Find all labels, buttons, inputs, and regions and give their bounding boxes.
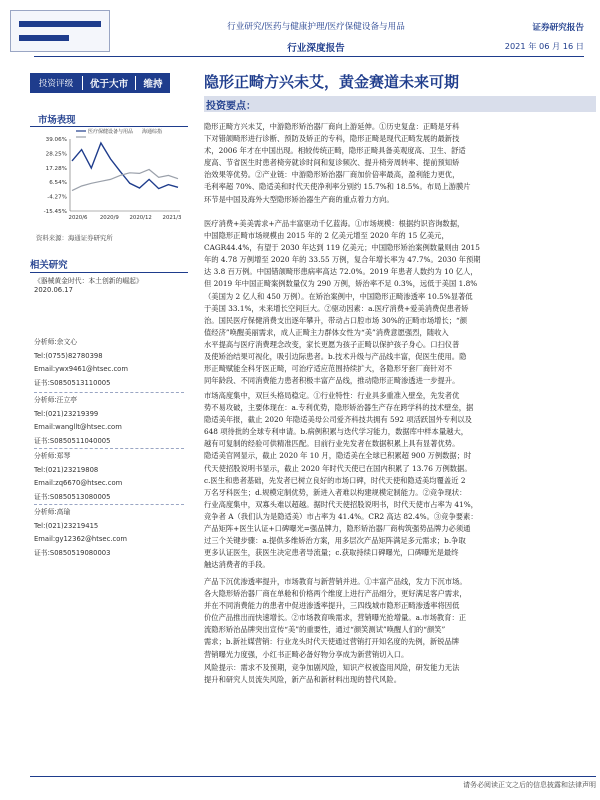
text-line: 及使矫治结果可视化，吸引边际患者。b.技术升级与产品线丰富，促医生使用。隐 <box>204 352 467 362</box>
text-line: 产品矩阵+医生认证+口碑曝光=强品牌力，隐形矫治器厂商构筑强势品牌力必须通 <box>204 524 471 534</box>
text-line: 过三个关键步骤：a.提供多维矫治方案，用多层次产品矩阵满足多元需求；b.争取 <box>204 536 466 546</box>
x-tick-label: 2020/6 <box>68 215 88 221</box>
text-line: 中国隐形正畸市场规模由 2015 年的 2 亿美元增至 2020 年的 15 亿美元， <box>204 231 449 241</box>
legend-label: 海通综指 <box>142 129 163 135</box>
text-line: 越有可复制的经验可供精准匹配。目前行业先发者在数据积累上具有显著优势。 <box>204 439 460 449</box>
analyst-separator <box>34 448 184 449</box>
analyst-block <box>34 396 184 450</box>
text-line: 治效果等优势。②产业链：中游隐形矫治器厂商加价倍率最高，盈利能力更优， <box>204 170 460 180</box>
analyst-email[interactable]: Email:zq6670@htsec.com <box>34 479 123 488</box>
text-line: 隐适美官网显示，截止 2020 年 10 月，隐适美在全球已积累超 900 万例数据；时 <box>204 451 472 461</box>
y-tick-label: -4.27% <box>47 194 67 201</box>
investment-points-bar <box>204 96 596 112</box>
text-line: 各大隐形矫治器厂商在单舱和价格两个维度上进行产品细分，更好满足客户需求， <box>204 589 467 599</box>
analyst-name: 分析师:汪立亭 <box>34 396 78 404</box>
related-title: 相关研究 <box>30 260 68 271</box>
header-divider <box>34 56 584 57</box>
text-line: 竞争者 A（我们认为是隐适美）市占率为 41.4%。CR2 高达 82.4%。③竞争要素： <box>204 511 478 521</box>
analyst-separator <box>34 392 184 393</box>
text-line: 产品下沉优渗透率提升，市场教育与新营销并进。①丰富产品线，发力下沉市场。 <box>204 577 467 586</box>
footer-disclaimer: 请务必阅读正文之后的信息披露和法律声明 <box>463 781 596 789</box>
text-line: 流隐形矫治品牌突出宣传“美”的重要性，通过“颜笑测试”唤醒人们的“颜笑” <box>204 625 446 635</box>
paragraph-market-size <box>204 218 596 387</box>
y-tick-label: 6.54% <box>49 180 67 187</box>
analyst-tel: Tel:(021)23219399 <box>34 409 99 418</box>
analyst-tel: Tel:(021)23219415 <box>34 521 99 530</box>
paragraph-history <box>204 121 596 206</box>
text-line: 风险提示：需求不及预期，竞争加剧风险，知识产权被盗用风险，研发能力无法 <box>204 663 460 672</box>
analyst-tel: Tel:(021)23219808 <box>34 465 99 474</box>
text-line: 术，2006 年才在中国出现。相较传统正畸，隐形正畸具备美观度高、卫生、舒适 <box>204 146 466 156</box>
text-line: 环节是中国及海外大型隐形矫治器生产商的重点着力方向。 <box>204 194 394 204</box>
analyst-email[interactable]: Email:ywx9461@htsec.com <box>34 365 128 374</box>
legend-label: 医疗保健设备与用品 <box>88 129 134 135</box>
analyst-name: 分析师:余文心 <box>34 338 78 346</box>
text-line: 度高、节省医生时患者椅旁就诊时间和复诊频次、提升椅旁周转率、提前预知矫 <box>204 158 460 168</box>
text-line: 但 2019 年中国正畸案例数量仅为 290 万例，矫治率不足 0.3%，远低于美国 1.8% <box>204 279 478 289</box>
text-line: 年的 4.78 万例增至 2020 年的 33.55 万例，复合年增长率为 47.7%。2030 年预期 <box>204 255 481 265</box>
text-line: 下对错颌畸形进行诊断、预防及矫正的专科，隐形正畸是现代正畸发展的最新技 <box>204 134 460 144</box>
report-tag: 证券研究报告 <box>532 23 584 33</box>
rating-bar <box>30 73 170 93</box>
y-tick-label: 39.06% <box>45 137 67 143</box>
text-line: 水平提高与医疗消费理念改变，家长更愿为孩子正畸以保护孩子身心。口扫仪普 <box>204 339 460 349</box>
y-tick-label: 28.25% <box>45 151 67 158</box>
analyst-name: 分析师:高瑜 <box>34 508 71 516</box>
paragraph-marketing <box>204 576 596 661</box>
analyst-email[interactable]: Email:wangllt@htsec.com <box>34 423 122 432</box>
analyst-cert: 证书:S0850511040005 <box>34 436 111 445</box>
footer-divider <box>30 776 596 777</box>
text-line: c.医生和患者基础，先发者已树立良好的市场口碑，时代天使和隐适美均覆盖近 2 <box>204 475 466 485</box>
text-line: 医疗消费+美美需求+产品丰富驱动千亿蓝海。①市场规模：根据约识咨询数据， <box>204 219 465 228</box>
breadcrumb: 行业研究/医药与健康护理/医疗保健设备与用品 <box>227 22 405 32</box>
text-line: 达 3.8 百万例。中国错颌畸形患病率高达 72.0%。2019 年患者人数约为 10 亿人， <box>204 267 478 277</box>
text-line: 隐形正畸方兴未艾，中游隐形矫治器厂商向上游延伸。①历史复盘：正畸是牙科 <box>204 122 460 131</box>
paragraph-competition <box>204 390 596 571</box>
analyst-block <box>34 452 184 506</box>
report-type: 行业深度报告 <box>287 43 345 54</box>
text-line: 毛利率超 70%、隐适美和时代天使净利率分别约 15.7%和 18.5%。布局上游膜片 <box>204 182 471 192</box>
investment-points-label: 投资要点： <box>206 101 256 112</box>
rating-label: 投资评级 <box>38 79 74 89</box>
text-line: 形正畸赋能全科牙医正畸，可治疗适应范围持续扩大，各隐形牙套厂商针对不 <box>204 364 453 374</box>
text-line: 营销曝光力度强，小红书正畸必备好物分享成为新营销切入口。 <box>204 649 409 659</box>
y-tick-label: -15.45% <box>43 209 67 215</box>
y-tick-label: 17.28% <box>45 165 67 172</box>
x-tick-label: 2021/3 <box>162 215 182 221</box>
market-chart <box>30 125 188 229</box>
related-divider <box>30 272 188 273</box>
text-line: 万名牙科医生；d.规模定制优势，新进入者难以构建规模定制能力。②竞争现状： <box>204 487 467 497</box>
text-line: 值经济”唤醒美丽需求，成人正畸主力群体女性为“美”消费意愿强烈，随收入 <box>204 327 449 337</box>
market-title: 市场表现 <box>38 115 76 126</box>
text-line: 价位产品推出而快速增长。②市场教育唤需求，营销曝光抢增量。a.市场教育：正 <box>204 613 467 623</box>
analyst-cert: 证书:S0850519080003 <box>34 548 111 557</box>
text-line: 648 项待批的全球专利申请。b.病例积累与迭代学习能力，数据库中样本量越大， <box>204 427 469 437</box>
text-line: 并在不同消费能力的患者中促进渗透率提升，三四线城市隐形正畸渗透率将因低 <box>204 601 460 611</box>
text-line: 行业高度集中，双寡头难以超越。据时代天使招股说明书，时代天使市占率为 41%， <box>204 499 478 509</box>
series-line <box>72 143 178 189</box>
text-line: 势不易攻破，主要体现在：a.专利优势，隐形矫治器生产存在跨学科的技术壁垒，据 <box>204 403 474 413</box>
rating-change: 维持 <box>143 79 163 90</box>
related-item[interactable]: 《器械黄金时代：本土创新的崛起》 <box>34 277 143 285</box>
analyst-tel: Tel:(0755)82780398 <box>34 351 103 360</box>
analyst-email[interactable]: Email:gy12362@htsec.com <box>34 535 128 544</box>
text-line: 隐适美年报，截止 2020 年隐适美母公司爱齐科技共拥有 592 项活跃国外专利以及 <box>204 415 472 425</box>
analyst-block <box>34 338 184 392</box>
text-line: 市场高度集中，双巨头格局稳定。①行业特性：行业具多重准入壁垒，先发者优 <box>204 391 460 400</box>
x-tick-label: 2020/9 <box>99 215 119 221</box>
text-line: CAGR44.4%，有望于 2030 年达到 119 亿美元；中国隐形矫治案例数量则由 2015 <box>204 243 480 253</box>
company-logo <box>10 10 110 52</box>
analyst-block <box>34 508 184 562</box>
analyst-separator <box>34 504 184 505</box>
analyst-cert: 证书:S0850513110005 <box>34 378 111 387</box>
rating-value: 优于大市 <box>82 76 136 90</box>
text-line: 同年龄段、不同消费能力患者积极丰富产品线，推动隐形正畸渗透进一步提升。 <box>204 376 460 386</box>
text-line: （美国为 2 亿人和 450 万例）。在矫治案例中，中国隐形正畸渗透率 10.5%显著低 <box>204 291 473 301</box>
analyst-cert: 证书:S0850513080005 <box>34 492 111 501</box>
report-date: 2021 年 06 月 16 日 <box>504 41 584 51</box>
paragraph-risk <box>204 662 596 686</box>
x-tick-label: 2020/12 <box>129 215 152 221</box>
analyst-name: 分析师:郑琴 <box>34 452 71 460</box>
related-date: 2020.06.17 <box>34 286 73 294</box>
chart-source: 资料来源：海通证券研究所 <box>36 234 113 242</box>
page-title: 隐形正畸方兴未艾，黄金赛道未来可期 <box>204 73 460 91</box>
market-chart-svg <box>30 125 188 229</box>
text-line: 更多认证医生，获医生决定患者导流量；c.获取持续口碑曝光，口碑曝光是最终 <box>204 548 459 558</box>
text-line: 治。国民医疗保健消费支出逐年攀升，带动占口腔市场 30%的正畸市场增长；“颜 <box>204 315 468 325</box>
text-line: 需求；b.新社媒营销：行业龙头时代天使通过营销打开知名度的先例，新锐品牌 <box>204 637 460 647</box>
text-line: 触达消费者的手段。 <box>204 560 270 570</box>
text-line: 提升和研究人员流失风险，新产品和新材料出现的替代风险。 <box>204 675 402 685</box>
text-line: 代天使招股说明书显示，截止 2020 年时代天使已在国内积累了 13.76 万例数据。 <box>204 463 472 473</box>
text-line: 于美国 33.1%，未来增长空间巨大。②驱动因素：a.医疗消费+爱美消费促患者矫 <box>204 303 469 313</box>
